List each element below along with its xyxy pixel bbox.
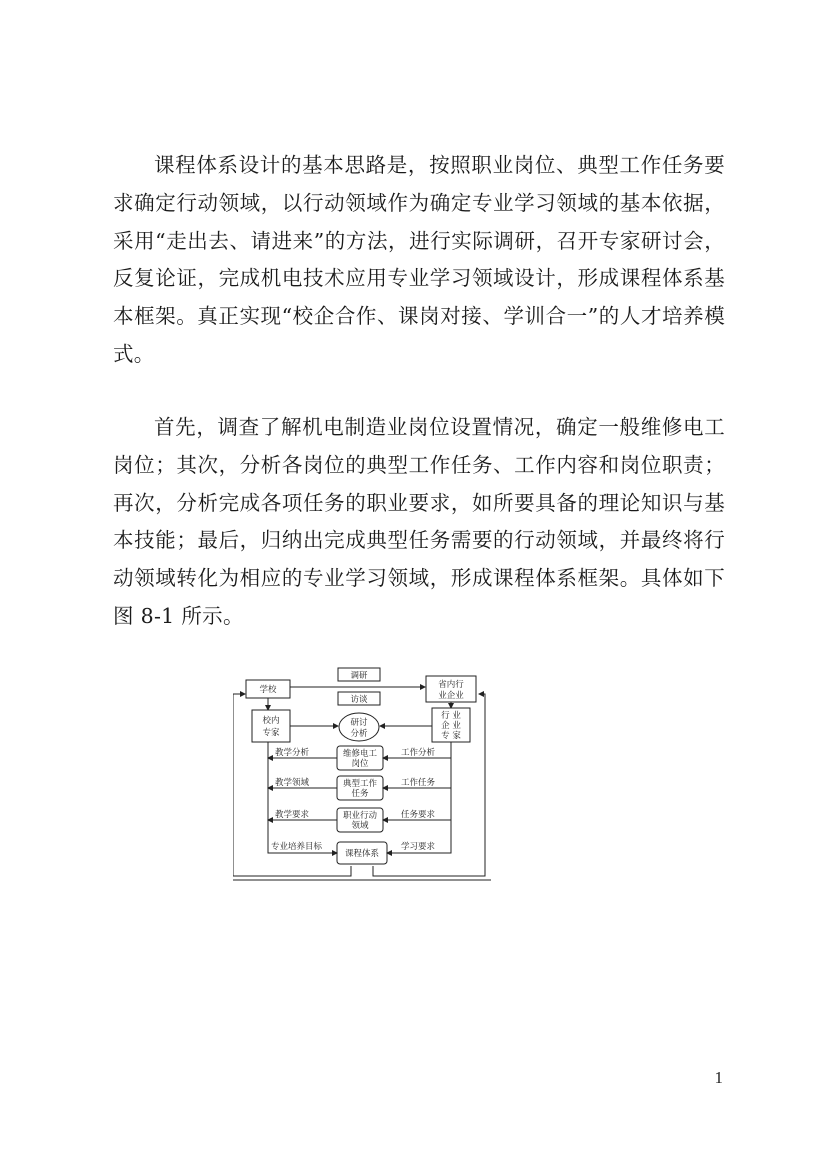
interview-label: 访谈	[350, 695, 368, 705]
training-objectives-label: 专业培养目标	[271, 842, 323, 852]
electrician-post-label-1: 维修电工	[342, 749, 378, 759]
seminar-label-2: 分析	[350, 729, 368, 739]
seminar-label-1: 研讨	[350, 718, 368, 728]
industry-experts-label-3: 专 家	[441, 731, 461, 741]
industry-experts-label-2: 企 业	[441, 721, 461, 731]
research-label: 调研	[350, 671, 368, 681]
teaching-analysis-label: 教学分析	[275, 748, 310, 758]
work-task-label: 工作任务	[401, 778, 436, 788]
curriculum-flow-diagram	[233, 664, 495, 884]
provincial-industry-label-2: 业企业	[438, 691, 464, 701]
school-label: 学校	[259, 685, 277, 695]
typical-task-label-1: 典型工作	[342, 779, 378, 789]
action-field-label-1: 职业行动	[342, 811, 378, 821]
work-analysis-label: 工作分析	[401, 748, 436, 758]
learning-requirements-label: 学习要求	[401, 842, 436, 852]
provincial-industry-label-1: 省内行	[438, 680, 464, 690]
body-paragraph-2: 首先，调查了解机电制造业岗位设置情况，确定一般维修电工岗位；其次，分析各岗位的典型工作任务、工作内容和岗位职责；再次，分析完成各项任务的职业要求，如所要具备的理论知识与基本技能；最后，归纳出完成典型任务需要的行动领域，并最终将行动领域转化为相应的专业学习领域，形成课程体系框架。具体如下图 8-1 所示。	[113, 415, 725, 628]
school-experts-label-1: 校内	[262, 716, 280, 726]
page-number: 1	[714, 1068, 723, 1087]
teaching-requirements-label: 教学要求	[275, 810, 310, 820]
action-field-label-2: 领域	[351, 821, 369, 831]
curriculum-system-label: 课程体系	[344, 849, 380, 859]
industry-experts-label-1: 行 业	[441, 711, 461, 721]
body-paragraph-1: 课程体系设计的基本思路是，按照职业岗位、典型工作任务要求确定行动领域，以行动领域作为确定专业学习领域的基本依据，采用“走出去、请进来”的方法，进行实际调研，召开专家研讨会，反复论证，完成机电技术应用专业学习领域设计，形成课程体系基本框架。真正实现“校企合作、课岗对接、学训合一”的人才培养模式。	[113, 153, 725, 366]
typical-task-label-2: 任务	[351, 789, 369, 799]
electrician-post-label-2: 岗位	[351, 759, 369, 769]
teaching-field-label: 教学领域	[275, 778, 310, 788]
school-experts-label-2: 专家	[262, 728, 280, 738]
task-requirements-label: 任务要求	[401, 810, 436, 820]
